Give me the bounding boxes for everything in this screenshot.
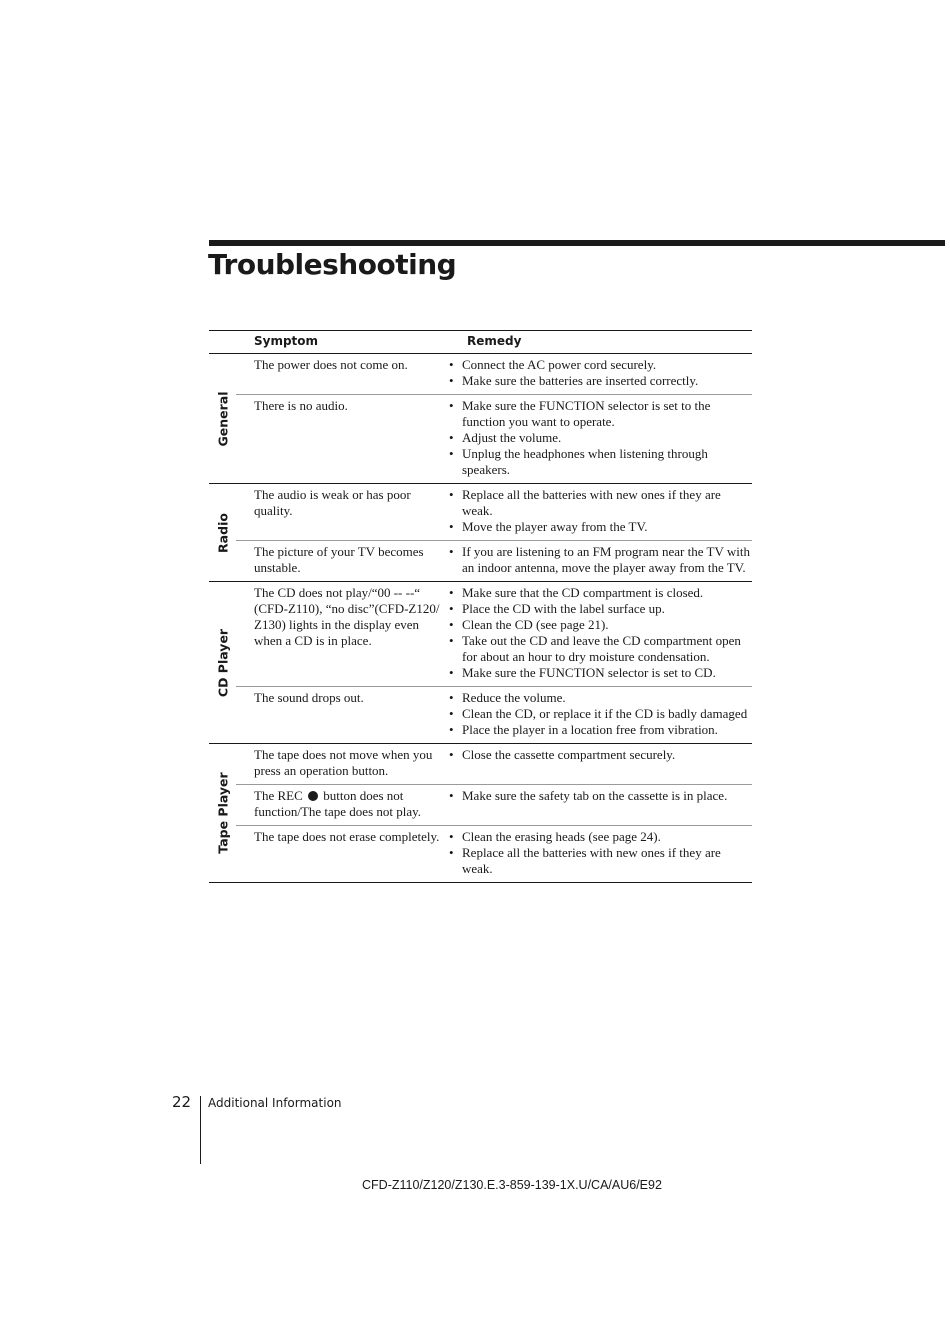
symptom-cell: The power does not come on. (254, 357, 408, 372)
model-code: CFD-Z110/Z120/Z130.E.3-859-139-1X.U/CA/AU6/E92 (362, 1178, 662, 1192)
remedy-item: • Replace all the batteries with new ones if they are weak. (449, 487, 752, 519)
remedy-item: • Place the CD with the label surface up. (449, 601, 752, 617)
symptom-cell: The sound drops out. (254, 690, 364, 705)
symptom-text-before: The REC (254, 788, 303, 803)
section-radio (209, 484, 752, 582)
page-number: 22 (172, 1093, 192, 1111)
record-dot-icon (308, 791, 318, 801)
footer-section-title: Additional Information (208, 1096, 342, 1110)
remedy-cell (449, 690, 752, 738)
remedy-item: • Close the cassette compartment securely. (449, 747, 752, 763)
troubleshooting-table (209, 330, 752, 883)
table-row (236, 582, 752, 686)
remedy-cell (449, 398, 752, 478)
remedy-item: • Clean the CD, or replace it if the CD is badly damaged (449, 706, 752, 722)
section-tape-player (209, 744, 752, 883)
remedy-item: • Move the player away from the TV. (449, 519, 752, 535)
section-label-tape-player: Tape Player (215, 772, 230, 854)
remedy-item: • Connect the AC power cord securely. (449, 357, 752, 373)
table-row (236, 686, 752, 743)
remedy-cell (449, 544, 752, 576)
symptom-cell: The CD does not play/“00 -- --“ (CFD-Z110), “no disc”(CFD-Z120/ Z130) lights in the display even when a CD is in place. (254, 585, 440, 648)
remedy-item: • Unplug the headphones when listening through speakers. (449, 446, 752, 478)
section-label-cd-player: CD Player (215, 628, 230, 697)
remedy-cell (449, 487, 752, 535)
remedy-cell (449, 357, 752, 389)
remedy-item: • Make sure the batteries are inserted correctly. (449, 373, 752, 389)
table-row (236, 825, 752, 882)
remedy-item: • Make sure the FUNCTION selector is set to CD. (449, 665, 752, 681)
remedy-item: • Make sure that the CD compartment is closed. (449, 585, 752, 601)
symptom-cell: The tape does not erase completely. (254, 829, 440, 844)
table-row (236, 784, 752, 825)
remedy-cell (449, 747, 752, 779)
table-header (209, 330, 752, 354)
remedy-item: • Make sure the safety tab on the cassette is in place. (449, 788, 752, 804)
symptom-text-after: button does not function/The tape does not play. (254, 788, 422, 819)
symptom-column-header: Symptom (254, 334, 319, 348)
remedy-item: • If you are listening to an FM program near the TV with an indoor antenna, move the player away from the TV. (449, 544, 752, 576)
remedy-cell (449, 829, 752, 877)
table-row (236, 744, 752, 784)
remedy-column-header: Remedy (467, 334, 522, 348)
table-row (236, 484, 752, 540)
remedy-item: • Place the player in a location free from vibration. (449, 722, 752, 738)
remedy-item: • Reduce the volume. (449, 690, 752, 706)
symptom-cell: The audio is weak or has poor quality. (254, 487, 411, 518)
symptom-cell: The tape does not move when you press an operation button. (254, 747, 433, 778)
title-rule (209, 240, 945, 246)
symptom-cell (236, 788, 449, 820)
remedy-cell (449, 788, 752, 820)
symptom-cell: The picture of your TV becomes unstable. (254, 544, 424, 575)
remedy-item: • Take out the CD and leave the CD compartment open for about an hour to dry moisture condensation. (449, 633, 752, 665)
footer-divider (200, 1096, 201, 1164)
remedy-item: • Adjust the volume. (449, 430, 752, 446)
section-label-general: General (215, 391, 230, 446)
remedy-item: • Clean the CD (see page 21). (449, 617, 752, 633)
section-label-radio: Radio (215, 512, 230, 553)
table-row (236, 354, 752, 394)
table-row (236, 540, 752, 581)
section-general (209, 354, 752, 484)
remedy-item: • Make sure the FUNCTION selector is set to the function you want to operate. (449, 398, 752, 430)
section-cd-player (209, 582, 752, 744)
remedy-item: • Clean the erasing heads (see page 24). (449, 829, 752, 845)
remedy-cell (449, 585, 752, 681)
symptom-cell: There is no audio. (254, 398, 348, 413)
remedy-item: • Replace all the batteries with new ones if they are weak. (449, 845, 752, 877)
page-title: Troubleshooting (208, 248, 457, 281)
table-row (236, 394, 752, 483)
